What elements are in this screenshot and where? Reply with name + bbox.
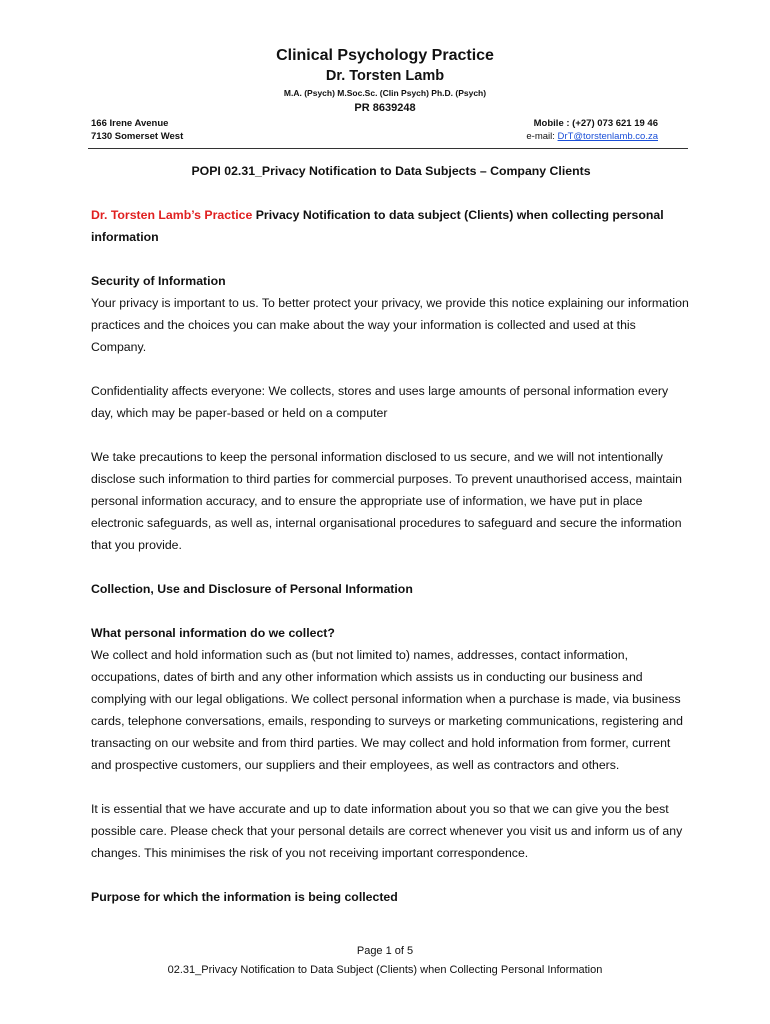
- what-collect-paragraph-1: We collect and hold information such as (but not limited to) names, addresses, contact information, occupations, dates of birth and any other information which assists us in conducting our business and complying with our legal obligations. We collect personal information when a purchase is made, via business cards, telephone conversations, emails, responding to surveys or marketing communications, registering and transacting on our website and from third parties. We may collect and hold information from former, current and prospective customers, our suppliers and their employees, as well as contractors and others.: [91, 648, 683, 772]
- pr-number: PR 8639248: [354, 102, 416, 114]
- practice-title: Clinical Psychology Practice: [276, 47, 494, 64]
- document-body: [91, 160, 691, 908]
- purpose-heading: Purpose for which the information is being collected: [91, 890, 398, 904]
- practice-address: [91, 117, 183, 143]
- mobile-number: Mobile : (+27) 073 621 19 46: [533, 118, 658, 129]
- address-line-1: 166 Irene Avenue: [91, 118, 169, 129]
- intro-text: Privacy Notification to data subject (Clients) when collecting personal information: [91, 208, 664, 244]
- qualifications: M.A. (Psych) M.Soc.Sc. (Clin Psych) Ph.D. (Psych): [283, 88, 487, 98]
- document-title: POPI 02.31_Privacy Notification to Data Subjects – Company Clients: [191, 164, 591, 178]
- security-paragraph-2: Confidentiality affects everyone: We collects, stores and uses large amounts of personal information every day, which may be paper-based or held on a computer: [91, 384, 669, 420]
- what-collect-heading: What personal information do we collect?: [91, 626, 335, 640]
- collection-heading: Collection, Use and Disclosure of Personal Information: [91, 582, 413, 596]
- address-line-2: 7130 Somerset West: [91, 131, 184, 142]
- doctor-name: Dr. Torsten Lamb: [325, 68, 445, 84]
- email-line: [526, 130, 658, 143]
- footer-doc-name: 02.31_Privacy Notification to Data Subject (Clients) when Collecting Personal Information: [167, 964, 603, 976]
- what-collect-paragraph-2: It is essential that we have accurate and up to date information about you so that we can give you the best possible care. Please check that your personal details are correct whenever you visit us and inform us of any changes. This minimises the risk of you not receiving important correspondence.: [91, 802, 683, 860]
- security-paragraph-1: Your privacy is important to us. To better protect your privacy, we provide this notice explaining our information practices and the choices you can make about the way your information is collected and used at this Company.: [91, 296, 689, 354]
- security-paragraph-3: We take precautions to keep the personal information disclosed to us secure, and we will not intentionally disclose such information to third parties for commercial purposes. To prevent unauthorised access, maintain personal information accuracy, and to ensure the appropriate use of information, we have put in place electronic safeguards, as well as, internal organisational procedures to safeguard and secure the information that you provide.: [91, 450, 682, 552]
- practice-name-highlight: Dr. Torsten Lamb’s Practice: [91, 208, 253, 222]
- page-footer: [0, 942, 770, 980]
- contact-info: [526, 117, 658, 143]
- email-label: e-mail:: [526, 131, 558, 142]
- email-link[interactable]: DrT@torstenlamb.co.za: [557, 131, 658, 142]
- letterhead: [0, 46, 770, 115]
- intro-paragraph: [91, 204, 691, 248]
- page-number: Page 1 of 5: [356, 945, 414, 957]
- security-heading: Security of Information: [91, 274, 226, 288]
- header-divider: [88, 148, 688, 149]
